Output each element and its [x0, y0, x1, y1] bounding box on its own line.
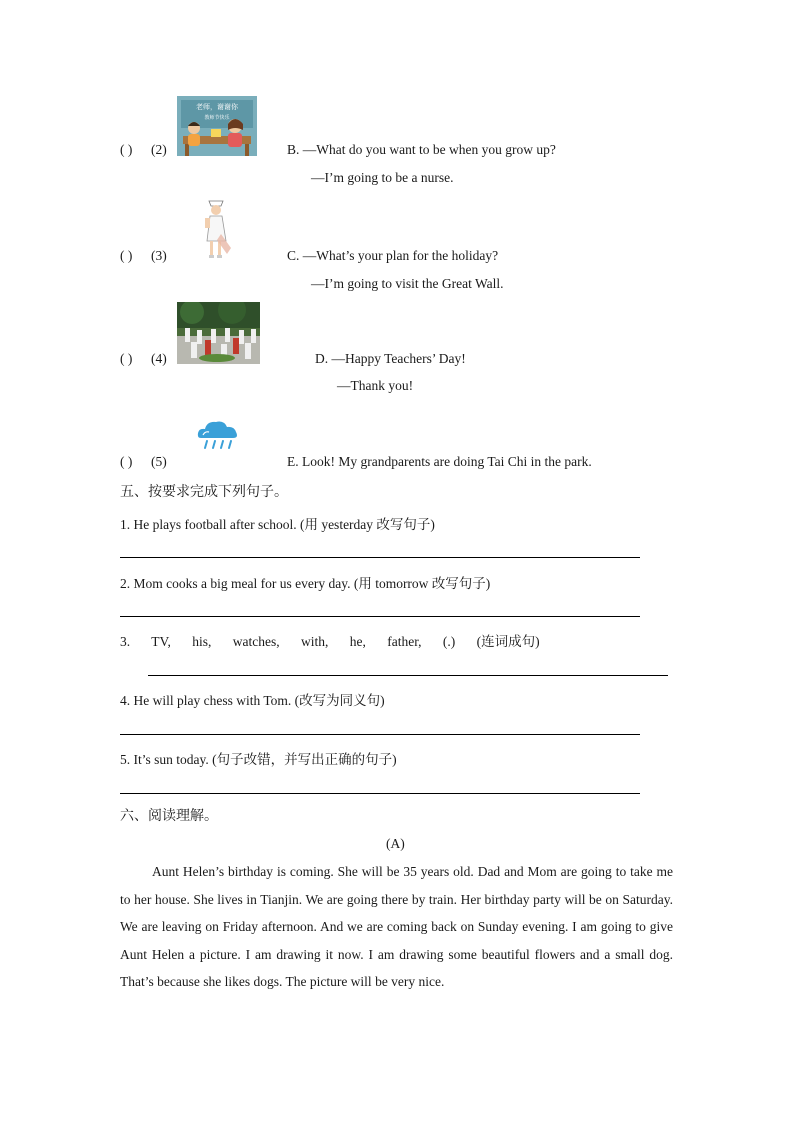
- section5-title: 五、按要求完成下列句子。: [120, 484, 288, 500]
- answer-paren-4[interactable]: ( ): [120, 351, 133, 366]
- reading-passage: Aunt Helen’s birthday is coming. She will be 35 years old. Dad and Mom are going to take me to her house. She lives in Tianjin. We are going there by train. Her birthday party will be on Saturday. We are leaving on Friday afternoon. And we are coming back on Sunday evening. I am going to give Aunt Helen a picture. I am drawing it now. I am drawing some beautiful flowers and a small dog. That’s because she likes dogs. The picture will be very nice.: [120, 864, 673, 990]
- option-b-question: B. —What do you want to be when you grow up?: [287, 142, 556, 157]
- section5-item-3: 3. TV, his, watches, with, he, father, (.) (连词成句): [120, 634, 540, 649]
- item-number-4: (4): [151, 351, 167, 366]
- option-d-question: D. —Happy Teachers’ Day!: [315, 351, 466, 366]
- section5-item-5: 5. It’s sun today. (句子改错，并写出正确的句子): [120, 752, 397, 767]
- passage-label: (A): [386, 836, 405, 851]
- answer-line-4[interactable]: [120, 734, 640, 735]
- answer-paren-2[interactable]: ( ): [120, 142, 133, 157]
- section5-item-1: 1. He plays football after school. (用 yesterday 改写句子): [120, 517, 435, 532]
- answer-line-1[interactable]: [120, 557, 640, 558]
- answer-line-5[interactable]: [120, 793, 640, 794]
- option-c-question: C. —What’s your plan for the holiday?: [287, 248, 499, 263]
- chalkboard-text-top: 老师，谢谢你: [196, 103, 238, 111]
- answer-paren-3[interactable]: ( ): [120, 248, 133, 263]
- nurse-picture: [199, 196, 235, 260]
- option-d-answer: —Thank you!: [337, 378, 414, 393]
- option-b-answer: —I’m going to be a nurse.: [311, 170, 454, 185]
- item-number-5: (5): [151, 454, 167, 469]
- answer-line-2[interactable]: [120, 616, 640, 617]
- answer-line-3[interactable]: [148, 675, 668, 676]
- section5-item-4: 4. He will play chess with Tom. (改写为同义句): [120, 693, 385, 708]
- teachers-day-picture: [177, 96, 257, 156]
- chalkboard-text-bottom: 教师节快乐: [204, 115, 230, 121]
- answer-paren-5[interactable]: ( ): [120, 454, 133, 469]
- item-number-2: (2): [151, 142, 167, 157]
- section5-item-2: 2. Mom cooks a big meal for us every day. (用 tomorrow 改写句子): [120, 576, 491, 591]
- option-e-sentence: E. Look! My grandparents are doing Tai Chi in the park.: [287, 454, 592, 469]
- rain-cloud-icon: [195, 418, 241, 452]
- option-c-answer: —I’m going to visit the Great Wall.: [311, 276, 504, 291]
- tai-chi-park-picture: [177, 302, 260, 364]
- item-number-3: (3): [151, 248, 167, 263]
- section6-title: 六、阅读理解。: [120, 808, 218, 824]
